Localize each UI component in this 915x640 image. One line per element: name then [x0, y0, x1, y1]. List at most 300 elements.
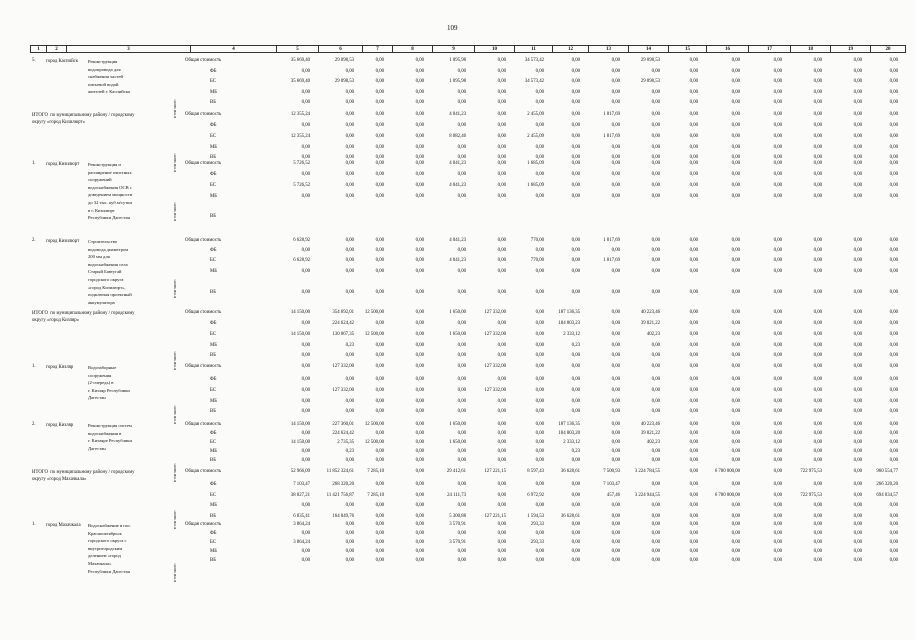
amount-cell: 0,00 [853, 422, 862, 427]
amount-cell: 0,00 [415, 78, 424, 84]
amount-cell: 0,00 [813, 58, 822, 63]
amount-cell: 0,00 [773, 331, 782, 337]
amount-cell: 0,00 [375, 182, 384, 188]
vertical-label-in-that-number: в том числе: [173, 463, 177, 482]
amount-cell: 0,00 [415, 193, 424, 199]
amount-cell: 0,00 [813, 431, 822, 436]
amount-cell: 0,00 [813, 123, 822, 128]
funding-source-label: БС [210, 493, 216, 498]
amount-cell: 12 500,00 [364, 440, 384, 445]
amount-cell: 4 041,23 [449, 258, 466, 263]
amount-cell: 0,00 [689, 182, 698, 188]
amount-cell: 11 421 756,87 [326, 493, 354, 498]
amount-cell: 0,00 [457, 172, 466, 177]
amount-cell: 0,00 [611, 503, 620, 508]
amount-cell: 0,00 [853, 514, 862, 519]
amount-cell: 0,23 [345, 342, 354, 348]
amount-cell: 0,00 [853, 258, 862, 263]
amount-cell: 0,00 [813, 144, 822, 150]
funding-source-label: ВБ [210, 409, 216, 414]
amount-cell: 0,00 [345, 409, 354, 414]
amount-cell: 0,00 [415, 353, 424, 358]
amount-cell: 0,00 [571, 78, 580, 84]
amount-cell: 0,00 [773, 68, 782, 74]
amount-cell: 52 966,09 [290, 469, 310, 474]
amount-cell: 0,00 [415, 112, 424, 117]
amount-cell: 0,00 [497, 155, 506, 160]
amount-cell: 0,00 [651, 387, 660, 393]
amount-cell: 0,00 [611, 100, 620, 105]
funding-source-label: ВБ [210, 213, 216, 219]
amount-cell: 0,00 [457, 144, 466, 150]
amount-cell: 0,00 [457, 321, 466, 326]
amount-cell: 0,00 [689, 269, 698, 274]
amount-cell: 0,00 [301, 342, 310, 348]
amount-cell: 0,00 [853, 503, 862, 508]
amount-cell: 0,00 [731, 133, 740, 139]
amount-cell: 0,00 [457, 68, 466, 74]
amount-cell: 0,00 [345, 133, 354, 139]
amount-cell: 0,00 [813, 133, 822, 139]
amount-cell: 0,00 [535, 100, 544, 105]
funding-source-label: МБ [210, 193, 218, 199]
funding-source-label: Общая стоимость [185, 58, 222, 63]
amount-cell: 0,00 [773, 258, 782, 263]
amount-cell: 127 332,00 [484, 387, 506, 393]
amount-cell: 0,00 [535, 458, 544, 463]
amount-cell: 0,00 [889, 193, 898, 199]
vertical-label-in-that-number: в том числе: [173, 279, 177, 298]
amount-cell: 0,00 [457, 89, 466, 95]
amount-cell: 0,00 [345, 398, 354, 404]
subtotal-label: ИТОГО по муниципальному району / городскому округу «город Кизилюрт» [32, 113, 135, 125]
funding-source-label: Общая стоимость [185, 310, 222, 315]
amount-cell: 0,00 [611, 531, 620, 536]
amount-cell: 0,00 [497, 133, 506, 139]
amount-cell: 0,00 [345, 100, 354, 105]
amount-cell: 130 067,35 [332, 331, 354, 337]
amount-cell: 14 150,00 [290, 422, 310, 427]
amount-cell: 0,00 [345, 558, 354, 563]
amount-cell: 2 735,35 [337, 440, 354, 445]
amount-cell: 0,00 [375, 503, 384, 508]
header-cell: 8 [392, 45, 432, 53]
amount-cell: 0,00 [301, 364, 310, 369]
amount-cell: 0,00 [651, 133, 660, 139]
amount-cell: 0,00 [415, 238, 424, 243]
amount-cell: 0,23 [571, 342, 580, 348]
amount-cell: 0,00 [571, 123, 580, 128]
amount-cell: 0,00 [731, 78, 740, 84]
amount-cell: 0,00 [731, 458, 740, 463]
amount-cell: 694 034,57 [876, 493, 898, 498]
amount-cell: 0,00 [497, 269, 506, 274]
amount-cell: 0,00 [689, 503, 698, 508]
amount-cell: 0,00 [651, 89, 660, 95]
amount-cell: 1 817,69 [603, 258, 620, 263]
amount-cell: 0,00 [611, 387, 620, 393]
amount-cell: 14 150,00 [290, 310, 310, 315]
amount-cell: 0,00 [651, 112, 660, 117]
amount-cell: 1 685,09 [527, 182, 544, 188]
amount-cell: 0,00 [773, 522, 782, 527]
funding-source-label: ФБ [210, 123, 217, 128]
amount-cell: 8 082,46 [449, 133, 466, 139]
amount-cell: 0,00 [457, 123, 466, 128]
amount-cell: 29 412,61 [446, 469, 466, 474]
amount-cell: 0,00 [415, 161, 424, 166]
municipality-name: город Махачкала [46, 523, 81, 528]
amount-cell: 0,00 [773, 248, 782, 253]
amount-cell: 0,00 [497, 549, 506, 554]
amount-cell: 0,00 [813, 112, 822, 117]
amount-cell: 0,00 [571, 387, 580, 393]
amount-cell: 0,00 [689, 58, 698, 63]
amount-cell: 0,00 [813, 353, 822, 358]
header-cell: 18 [790, 45, 830, 53]
funding-source-label: ВБ [210, 100, 216, 105]
amount-cell: 29 098,53 [334, 58, 354, 63]
amount-cell: 0,00 [731, 549, 740, 554]
amount-cell: 0,00 [813, 258, 822, 263]
amount-cell: 293,33 [530, 540, 544, 545]
amount-cell: 0,00 [571, 364, 580, 369]
amount-cell: 187 136,35 [558, 422, 580, 427]
amount-cell: 0,00 [813, 409, 822, 414]
amount-cell: 0,00 [301, 431, 310, 436]
amount-cell: 0,00 [731, 290, 740, 295]
amount-cell: 0,00 [773, 182, 782, 188]
amount-cell: 0,00 [345, 172, 354, 177]
amount-cell: 0,00 [457, 549, 466, 554]
header-cell: 20 [870, 45, 906, 53]
amount-cell: 127 332,00 [484, 310, 506, 315]
funding-source-label: ФБ [210, 248, 217, 253]
funding-source-label: ФБ [210, 482, 217, 487]
amount-cell: 0,00 [853, 331, 862, 337]
vertical-label-in-that-number: в том числе: [173, 510, 177, 529]
amount-cell: 0,00 [535, 558, 544, 563]
amount-cell: 0,00 [457, 409, 466, 414]
amount-cell: 457,46 [606, 493, 620, 498]
amount-cell: 0,00 [731, 514, 740, 519]
amount-cell: 0,00 [889, 431, 898, 436]
amount-cell: 0,00 [731, 353, 740, 358]
amount-cell: 0,00 [813, 342, 822, 348]
amount-cell: 0,00 [611, 558, 620, 563]
amount-cell: 0,00 [535, 531, 544, 536]
amount-cell: 0,00 [689, 68, 698, 74]
amount-cell: 0,00 [535, 269, 544, 274]
amount-cell: 0,00 [345, 182, 354, 188]
funding-source-label: Общая стоимость [185, 112, 222, 117]
amount-cell: 0,00 [689, 549, 698, 554]
amount-cell: 0,00 [497, 100, 506, 105]
amount-cell: 0,00 [301, 193, 310, 199]
amount-cell: 0,00 [497, 522, 506, 527]
amount-cell: 0,00 [731, 482, 740, 487]
amount-cell: 0,00 [731, 123, 740, 128]
amount-cell: 0,00 [731, 387, 740, 393]
funding-source-label: ВБ [210, 353, 216, 358]
amount-cell: 0,00 [375, 514, 384, 519]
amount-cell: 0,00 [773, 321, 782, 326]
amount-cell: 0,00 [689, 78, 698, 84]
amount-cell: 4 041,23 [449, 238, 466, 243]
amount-cell: 0,00 [611, 58, 620, 63]
amount-cell: 1 594,53 [527, 514, 544, 519]
amount-cell: 0,00 [731, 522, 740, 527]
amount-cell: 0,00 [853, 248, 862, 253]
amount-cell: 0,00 [415, 342, 424, 348]
header-cell: 15 [668, 45, 706, 53]
amount-cell: 0,00 [571, 112, 580, 117]
amount-cell: 0,00 [889, 58, 898, 63]
amount-cell: 0,00 [375, 449, 384, 454]
amount-cell: 0,00 [689, 89, 698, 95]
amount-cell: 0,00 [731, 310, 740, 315]
amount-cell: 0,00 [535, 321, 544, 326]
amount-cell: 0,00 [535, 123, 544, 128]
amount-cell: 0,00 [731, 68, 740, 74]
amount-cell: 0,00 [571, 353, 580, 358]
amount-cell: 0,00 [731, 182, 740, 188]
amount-cell: 0,00 [571, 133, 580, 139]
amount-cell: 0,00 [853, 155, 862, 160]
amount-cell: 0,00 [773, 193, 782, 199]
project-description: Реконструкция и расширение очистных сооружений водоснабжения ОСВ с доведением мощности до 32 тыс. куб.м/сутки в г. Кизилюрт Республики Дагестан [88, 162, 133, 221]
amount-cell: 0,00 [853, 269, 862, 274]
amount-cell: 0,00 [689, 100, 698, 105]
amount-cell: 0,00 [415, 458, 424, 463]
amount-cell: 24 111,73 [447, 493, 466, 498]
amount-cell: 0,00 [457, 458, 466, 463]
amount-cell: 0,00 [375, 342, 384, 348]
municipality-name: город Каспийск [46, 59, 79, 64]
amount-cell: 127 221,15 [484, 514, 506, 519]
amount-cell: 7 103,47 [603, 482, 620, 487]
amount-cell: 0,00 [415, 133, 424, 139]
amount-cell: 0,00 [651, 161, 660, 166]
municipality-name: город Кизляр [46, 365, 74, 370]
amount-cell: 0,00 [853, 522, 862, 527]
amount-cell: 0,00 [689, 522, 698, 527]
amount-cell: 0,00 [773, 422, 782, 427]
amount-cell: 0,00 [853, 321, 862, 326]
amount-cell: 0,00 [813, 238, 822, 243]
amount-cell: 0,00 [889, 144, 898, 150]
header-cell: 7 [362, 45, 392, 53]
amount-cell: 0,00 [611, 422, 620, 427]
amount-cell: 0,00 [813, 193, 822, 199]
amount-cell: 4 041,23 [449, 112, 466, 117]
amount-cell: 0,00 [731, 100, 740, 105]
funding-source-label: МБ [210, 144, 218, 150]
amount-cell: 127 332,00 [332, 364, 354, 369]
amount-cell: 3 570,91 [449, 522, 466, 527]
amount-cell: 0,00 [689, 558, 698, 563]
amount-cell: 0,00 [375, 364, 384, 369]
amount-cell: 0,00 [773, 549, 782, 554]
amount-cell: 0,00 [571, 290, 580, 295]
amount-cell: 0,00 [301, 155, 310, 160]
amount-cell: 0,00 [689, 321, 698, 326]
amount-cell: 0,00 [773, 531, 782, 536]
amount-cell: 0,00 [375, 409, 384, 414]
amount-cell: 0,00 [375, 248, 384, 253]
amount-cell: 0,00 [457, 449, 466, 454]
amount-cell: 0,00 [457, 431, 466, 436]
amount-cell: 0,00 [889, 364, 898, 369]
amount-cell: 0,00 [889, 458, 898, 463]
amount-cell: 0,00 [889, 540, 898, 545]
amount-cell: 0,00 [889, 269, 898, 274]
amount-cell: 0,00 [773, 449, 782, 454]
amount-cell: 0,00 [773, 144, 782, 150]
amount-cell: 0,00 [853, 549, 862, 554]
amount-cell: 0,00 [853, 144, 862, 150]
amount-cell: 0,00 [853, 172, 862, 177]
amount-cell: 0,00 [375, 431, 384, 436]
amount-cell: 0,00 [773, 269, 782, 274]
funding-source-label: БС [210, 258, 216, 263]
amount-cell: 0,00 [689, 540, 698, 545]
amount-cell: 0,00 [689, 144, 698, 150]
funding-source-label: ФБ [210, 531, 217, 536]
amount-cell: 0,00 [415, 248, 424, 253]
amount-cell: 0,00 [345, 161, 354, 166]
amount-cell: 0,00 [853, 193, 862, 199]
amount-cell: 0,00 [457, 100, 466, 105]
amount-cell: 0,00 [689, 449, 698, 454]
subtotal-label: ИТОГО по муниципальному району / городскому округу «город Кизляр» [32, 311, 135, 323]
amount-cell: 0,00 [571, 493, 580, 498]
funding-source-label: МБ [210, 398, 218, 404]
amount-cell: 7 500,93 [603, 469, 620, 474]
amount-cell: 0,00 [535, 144, 544, 150]
amount-cell: 2 455,09 [527, 133, 544, 139]
amount-cell: 0,00 [497, 431, 506, 436]
amount-cell: 0,00 [611, 522, 620, 527]
project-description: Реконструкция водопровода для снабжения частей питьевой водой жителей г. Каспийска [88, 59, 130, 95]
amount-cell: 0,00 [345, 258, 354, 263]
amount-cell: 0,00 [457, 558, 466, 563]
amount-cell: 0,00 [731, 144, 740, 150]
amount-cell: 0,00 [689, 123, 698, 128]
amount-cell: 0,00 [773, 353, 782, 358]
amount-cell: 0,00 [497, 482, 506, 487]
amount-cell: 0,00 [571, 540, 580, 545]
amount-cell: 0,00 [853, 431, 862, 436]
amount-cell: 0,00 [535, 193, 544, 199]
amount-cell: 0,00 [651, 258, 660, 263]
amount-cell: 0,00 [731, 377, 740, 382]
amount-cell: 0,00 [301, 398, 310, 404]
amount-cell: 14 150,00 [290, 440, 310, 445]
amount-cell: 0,00 [889, 342, 898, 348]
amount-cell: 0,00 [457, 248, 466, 253]
amount-cell: 0,00 [689, 387, 698, 393]
amount-cell: 0,00 [535, 331, 544, 337]
amount-cell: 0,00 [497, 172, 506, 177]
amount-cell: 0,00 [651, 449, 660, 454]
amount-cell: 0,00 [535, 89, 544, 95]
amount-cell: 0,00 [345, 193, 354, 199]
amount-cell: 0,00 [889, 78, 898, 84]
funding-source-label: ФБ [210, 377, 217, 382]
amount-cell: 0,00 [301, 409, 310, 414]
amount-cell: 0,00 [497, 398, 506, 404]
amount-cell: 0,00 [535, 549, 544, 554]
amount-cell: 0,00 [853, 353, 862, 358]
amount-cell: 0,00 [497, 353, 506, 358]
amount-cell: 0,00 [375, 155, 384, 160]
amount-cell: 0,00 [611, 514, 620, 519]
amount-cell: 0,00 [651, 342, 660, 348]
amount-cell: 36 628,61 [560, 514, 580, 519]
amount-cell: 0,00 [375, 89, 384, 95]
municipality-name: город Кизляр [46, 423, 74, 428]
amount-cell: 402,23 [646, 331, 660, 337]
amount-cell: 0,00 [651, 503, 660, 508]
amount-cell: 0,00 [415, 449, 424, 454]
amount-cell: 0,00 [345, 522, 354, 527]
funding-source-label: ВБ [210, 558, 216, 563]
amount-cell: 0,00 [689, 364, 698, 369]
amount-cell: 39 821,22 [640, 431, 660, 436]
amount-cell: 0,00 [457, 364, 466, 369]
amount-cell: 293,33 [530, 522, 544, 527]
funding-source-label: ВБ [210, 290, 216, 295]
amount-cell: 0,00 [301, 321, 310, 326]
amount-cell: 0,00 [415, 549, 424, 554]
amount-cell: 0,00 [535, 409, 544, 414]
amount-cell: 0,00 [773, 409, 782, 414]
amount-cell: 0,00 [345, 112, 354, 117]
amount-cell: 0,00 [689, 193, 698, 199]
amount-cell: 0,23 [571, 449, 580, 454]
header-cell: 6 [318, 45, 362, 53]
amount-cell: 0,00 [497, 540, 506, 545]
amount-cell: 266 320,20 [876, 482, 898, 487]
amount-cell: 0,00 [853, 409, 862, 414]
amount-cell: 34 573,42 [524, 58, 544, 63]
amount-cell: 0,00 [731, 409, 740, 414]
header-cell: 9 [432, 45, 474, 53]
amount-cell: 0,00 [375, 353, 384, 358]
amount-cell: 0,00 [889, 440, 898, 445]
amount-cell: 0,00 [731, 155, 740, 160]
amount-cell: 0,00 [651, 377, 660, 382]
amount-cell: 0,00 [813, 458, 822, 463]
amount-cell: 0,00 [773, 172, 782, 177]
amount-cell: 0,00 [535, 482, 544, 487]
amount-cell: 0,00 [813, 440, 822, 445]
amount-cell: 0,00 [731, 540, 740, 545]
amount-cell: 3 224 784,55 [634, 469, 660, 474]
amount-cell: 0,00 [651, 558, 660, 563]
amount-cell: 0,00 [611, 398, 620, 404]
amount-cell: 0,00 [571, 269, 580, 274]
amount-cell: 0,00 [497, 531, 506, 536]
amount-cell: 0,00 [889, 558, 898, 563]
amount-cell: 0,00 [773, 133, 782, 139]
header-cell: 11 [514, 45, 552, 53]
amount-cell: 0,00 [457, 155, 466, 160]
amount-cell: 0,00 [689, 258, 698, 263]
amount-cell: 0,00 [813, 155, 822, 160]
amount-cell: 0,00 [497, 258, 506, 263]
